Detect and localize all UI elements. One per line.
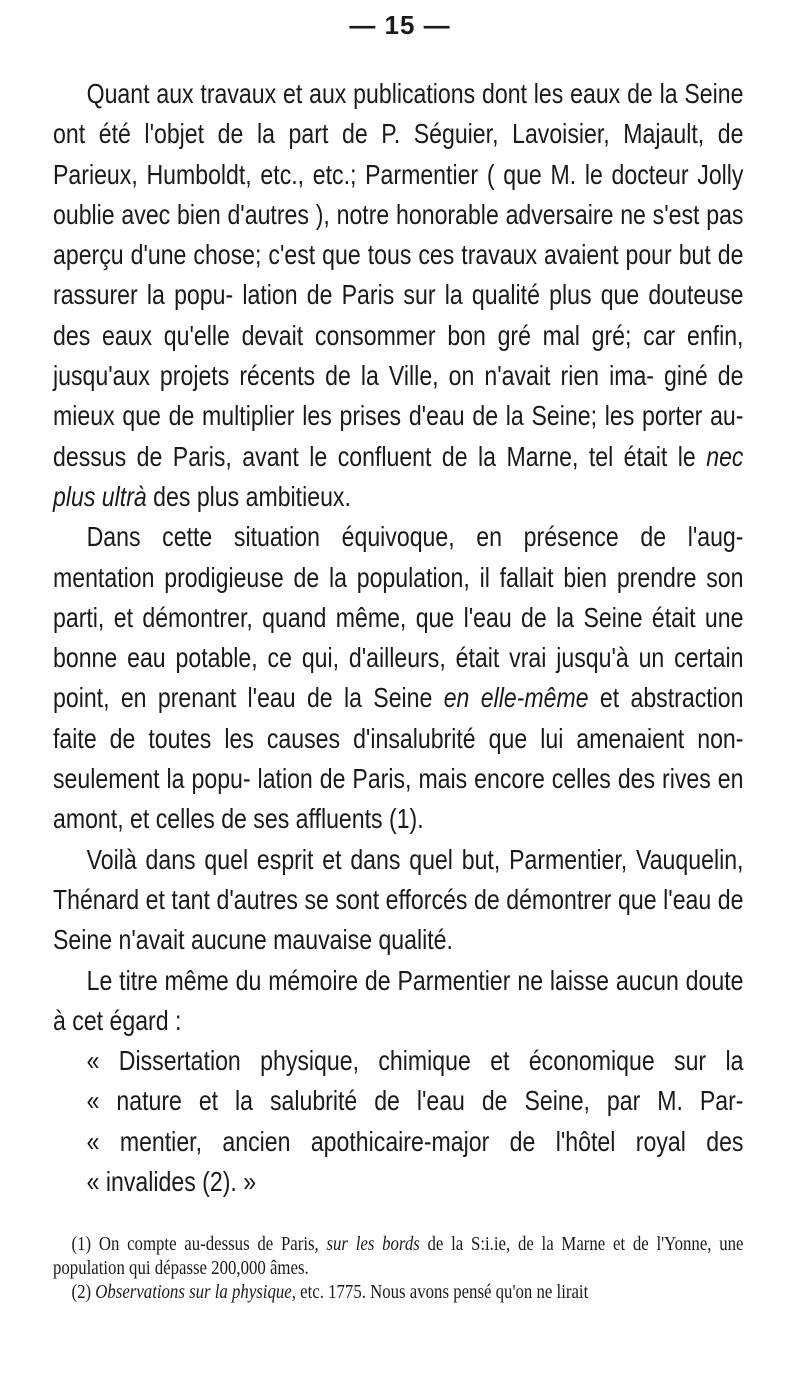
quotation-block	[53, 1041, 743, 1202]
text-run: Le titre même du mémoire de Parmentier ne laisse aucun doute à cet égard :	[53, 964, 744, 1036]
text-run: de la S:i.ie, de la Marne et de l'Yonne, une population qui dépasse 200,000 âmes.	[53, 1233, 744, 1279]
footnotes	[53, 1232, 743, 1304]
italic-text: sur les bords	[326, 1233, 420, 1255]
text-run: (2)	[71, 1281, 96, 1303]
body-text	[53, 74, 743, 1202]
text-run: (1) On compte au-dessus de Paris,	[71, 1233, 327, 1255]
paragraph	[53, 840, 743, 961]
italic-text: Observations sur la physique	[95, 1281, 292, 1303]
quote-line: « Dissertation physique, chimique et économique sur la	[86, 1045, 744, 1077]
text-run: Quant aux travaux et aux publications dont les eaux de la Seine ont été l'objet de la part de P. Séguier, Lavoisier, Majault, de Parieux, Humboldt, etc., etc.; Parmentier ( que M. le docteur Jolly oublie avec bien d'autres ), notre honorable adversaire ne s'est pas aperçu d'une chose; c'est que tous ces travaux avaient pour but de rassurer la popu- lation de Paris sur la qualité plus que douteuse des eaux qu'elle devait consommer bon gré mal gré; car enfin, jusqu'aux projets récents de la Ville, on n'avait rien ima- giné de mieux que de multiplier les prises d'eau de la Seine; les porter au-dessus de Paris, avant le confluent de la Marne, tel était le	[53, 78, 744, 472]
text-run: , etc. 1775. Nous avons pensé qu'on ne lirait	[291, 1281, 589, 1303]
footnote	[53, 1232, 743, 1280]
quote-line: « nature et la salubrité de l'eau de Seine, par M. Par-	[86, 1085, 744, 1117]
paragraph	[53, 74, 743, 517]
quote-line: « invalides (2). »	[86, 1166, 257, 1198]
italic-text: nec plus ultrà	[53, 440, 744, 512]
text-run: Voilà dans quel esprit et dans quel but, Parmentier, Vauquelin, Thénard et tant d'autres se sont efforcés de démontrer que l'eau de Seine n'avait aucune mauvaise qualité.	[53, 843, 744, 956]
text-run: Dans cette situation équivoque, en présence de l'aug- mentation prodigieuse de la population, il fallait bien prendre son parti, et démontrer, quand même, que l'eau de la Seine était une bonne eau potable, ce qui, d'ailleurs, était vrai jusqu'à un certain point, en prenant l'eau de la Seine	[53, 521, 744, 714]
text-run: des plus ambitieux.	[146, 480, 351, 512]
footnote	[53, 1280, 743, 1304]
paragraph-list	[53, 74, 743, 1041]
paragraph	[53, 517, 743, 839]
quote-line: « mentier, ancien apothicaire-major de l'hôtel royal des	[86, 1125, 744, 1157]
paragraph	[53, 961, 743, 1042]
text-run: et abstraction faite de toutes les causes d'insalubrité que lui amenaient non-seulement la popu- lation de Paris, mais encore celles des rives en amont, et celles de ses affluents (1).	[53, 682, 744, 835]
italic-text: en elle-même	[443, 682, 589, 714]
page-number: — 15 —	[349, 10, 451, 40]
